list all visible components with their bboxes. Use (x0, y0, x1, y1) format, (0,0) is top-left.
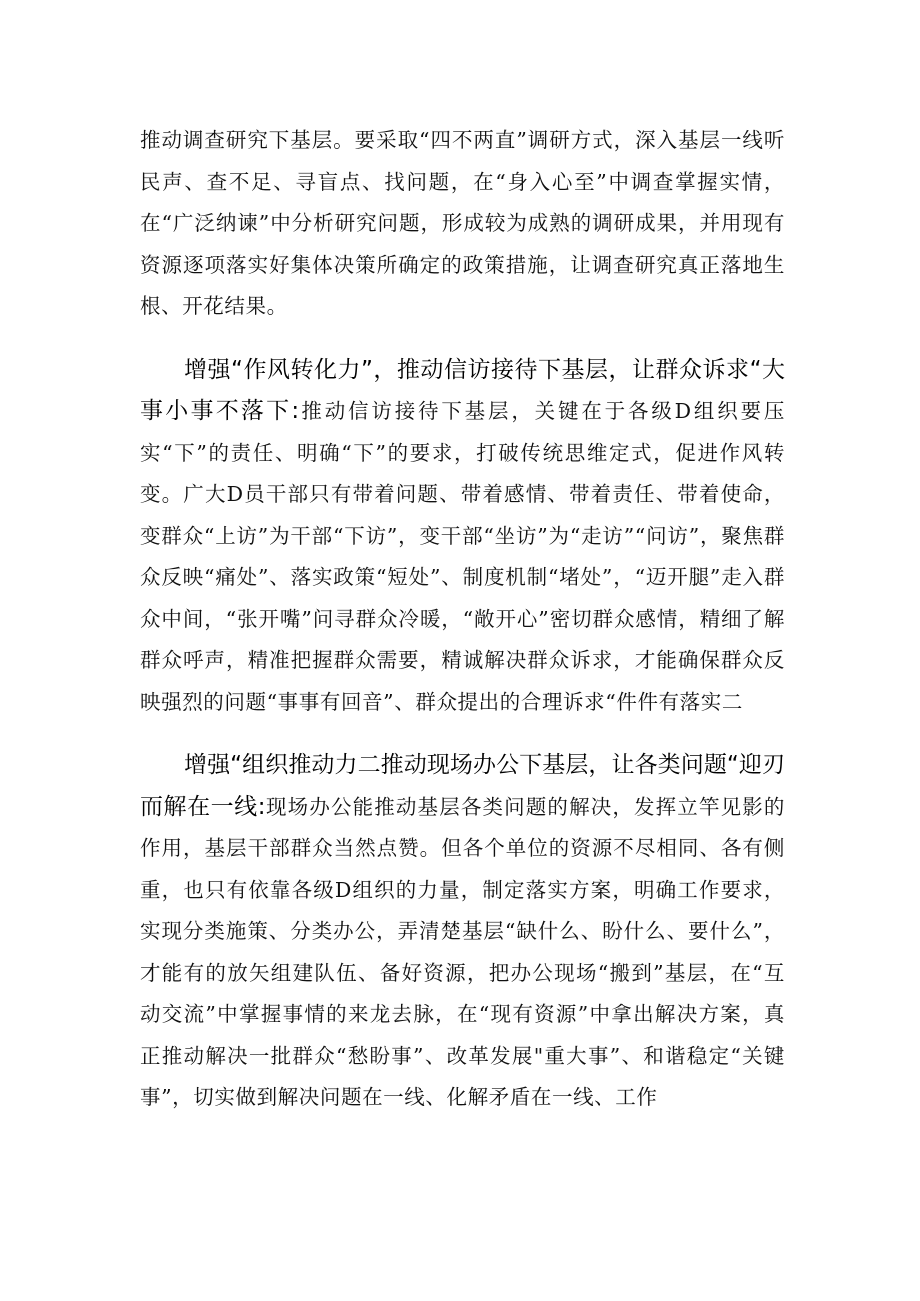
paragraph-2 (140, 350, 785, 724)
paragraph-2-text: 推动信访接待下基层，关键在于各级D组织要压实“下”的责任、明确“下”的要求，打破传统思维定式，促进作风转变。广大D员干部只有带着问题、带着感情、带着责任、带着使命，变群众“上访”为干部“下访”，变干部“坐访”为“走访”“问访”，聚焦群众反映“痛处”、落实政策“短处”、制度机制“堵处”，“迈开腿”走入群众中间，“张开嘴”问寻群众冷暖，“敞开心”密切群众感情，精细了解群众呼声，精准把握群众需要，精诚解决群众诉求，才能确保群众反映强烈的问题“事事有回音”、群众提出的合理诉求“件件有落实二 (140, 399, 785, 714)
paragraph-1-text: 推动调查研究下基层。要采取“四不两直”调研方式，深入基层一线听民声、查不足、寻盲点、找问题，在“身入心至”中调查掌握实情，在“广泛纳谏”中分析研究问题，形成较为成熟的调研成果，并用现有资源逐项落实好集体决策所确定的政策措施，让调查研究真正落地生根、开花结果。 (140, 128, 785, 318)
paragraph-3 (140, 745, 785, 1119)
document-body (140, 120, 785, 1119)
paragraph-spacer (140, 328, 785, 342)
paragraph-spacer (140, 723, 785, 737)
paragraph-3-text: 现场办公能推动基层各类问题的解决，发挥立竿见影的作用，基层干部群众当然点赞。但各个单位的资源不尽相同、各有侧重，也只有依靠各级D组织的力量，制定落实方案，明确工作要求，实现分类施策、分类办公，弄清楚基层“缺什么、盼什么、要什么”，才能有的放矢组建队伍、备好资源，把办公现场“搬到”基层，在“互动交流”中掌握事情的来龙去脉，在“现有资源”中拿出解决方案，真正推动解决一批群众“愁盼事”、改革发展"重大事”、和谐稳定“关键事”，切实做到解决问题在一线、化解矛盾在一线、工作 (140, 794, 785, 1109)
paragraph-3-heading: 增强“组织推动力二推动现场办公下基层，让各类问题“迎刃而解在一线: (140, 752, 785, 820)
paragraph-2-heading: 增强“作风转化力”，推动信访接待下基层，让群众诉求“大事小事不落下: (140, 356, 785, 424)
paragraph-1 (140, 120, 785, 328)
